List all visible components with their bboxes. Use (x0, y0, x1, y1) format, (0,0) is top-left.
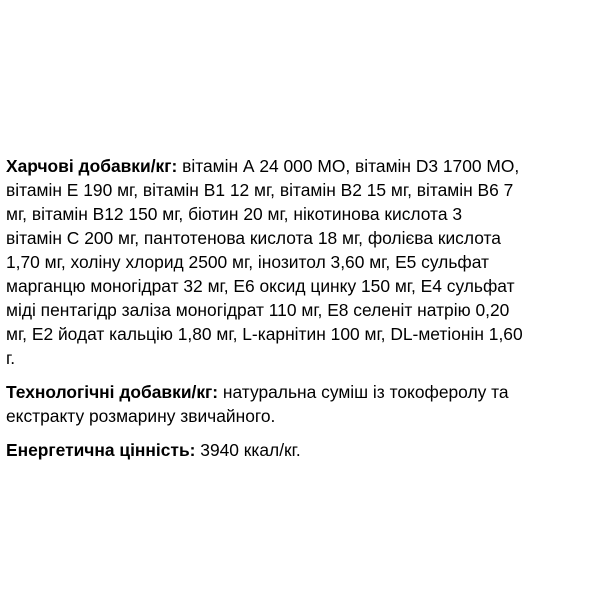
section-text: натуральна суміш із токоферолу та (218, 382, 509, 402)
text-line: мг, вітамін В12 150 мг, біотин 20 мг, нікотинова кислота 3 (6, 204, 462, 224)
text-line: 1,70 мг, холіну хлорид 2500 мг, інозитол 3,60 мг, E5 сульфат (6, 252, 489, 272)
section-heading: Енергетична цінність: (6, 440, 196, 460)
ingredients-text (6, 154, 596, 472)
section-text: 3940 ккал/кг. (195, 440, 301, 460)
text-line (6, 438, 596, 462)
section-heading: Харчові добавки/кг: (6, 156, 178, 176)
technological-additives-paragraph (6, 380, 596, 428)
text-line: міді пентагідр заліза моногідрат 110 мг, E8 селеніт натрію 0,20 (6, 300, 510, 320)
text-line: марганцю моногідрат 32 мг, E6 оксид цинку 150 мг, Е4 сульфат (6, 276, 515, 296)
text-line: екстракту розмарину звичайного. (6, 406, 276, 426)
text-line: вітамін С 200 мг, пантотенова кислота 18 мг, фолієва кислота (6, 228, 501, 248)
nutritional-additives-paragraph (6, 154, 596, 370)
text-line (6, 380, 596, 404)
section-text: вітамін А 24 000 МО, вітамін D3 1700 МО, (177, 156, 520, 176)
text-line: мг, E2 йодат кальцію 1,80 мг, L-карнітин 100 мг, DL-метіонін 1,60 (6, 324, 523, 344)
text-line: г. (6, 348, 16, 368)
text-line: вітамін Е 190 мг, вітамін В1 12 мг, вітамін В2 15 мг, вітамін В6 7 (6, 180, 514, 200)
section-heading: Технологічні добавки/кг: (6, 382, 219, 402)
text-line (6, 154, 596, 178)
energy-value-paragraph (6, 438, 596, 462)
